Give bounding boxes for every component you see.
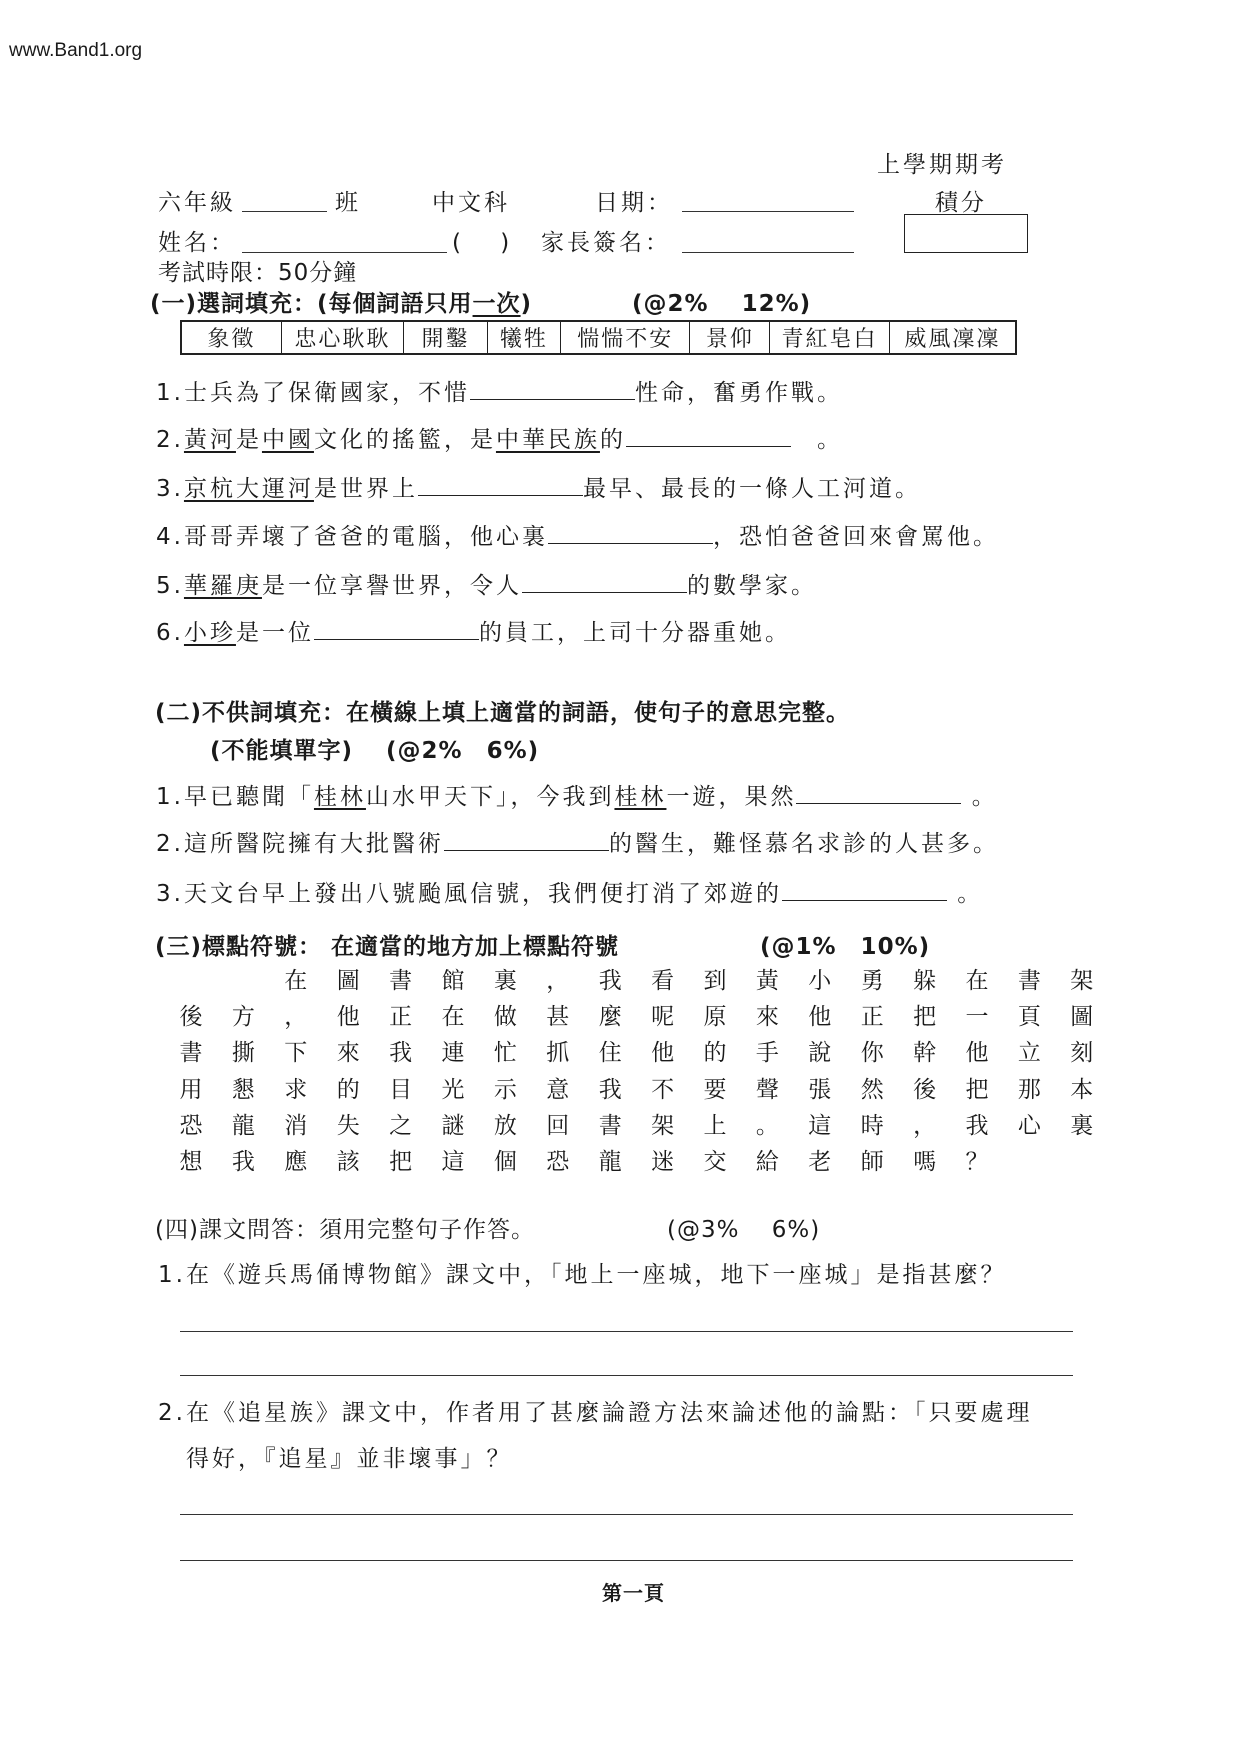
passage-char: 頁 bbox=[1017, 1004, 1041, 1031]
passage-char: 示 bbox=[493, 1076, 517, 1103]
question-text: 5. bbox=[156, 573, 184, 599]
passage-char: 我 bbox=[231, 1149, 255, 1175]
question-5 bbox=[156, 567, 817, 600]
passage-char: 你 bbox=[860, 1040, 884, 1067]
passage-char: 方 bbox=[231, 1004, 255, 1031]
passage-char: 老 bbox=[808, 1149, 832, 1175]
passage-char: 懇 bbox=[231, 1076, 255, 1103]
passage-char: 恐 bbox=[179, 1112, 203, 1139]
passage-char: 心 bbox=[1017, 1112, 1041, 1139]
passage-char: ？ bbox=[965, 1149, 989, 1175]
passage-char: 圖 bbox=[336, 968, 360, 994]
passage-char: 光 bbox=[441, 1076, 465, 1103]
word-bank-item: 犧牲 bbox=[487, 321, 560, 354]
date-label: 日期： bbox=[595, 190, 673, 216]
passage-char: 到 bbox=[703, 968, 727, 994]
passage-char: 龍 bbox=[598, 1149, 622, 1175]
page-number: 第一頁 bbox=[602, 1581, 665, 1605]
answer-blank[interactable] bbox=[314, 617, 479, 640]
passage-char: 裏 bbox=[493, 968, 517, 994]
exam-title: 上學期期考 bbox=[877, 152, 1007, 178]
answer-blank[interactable] bbox=[796, 781, 961, 804]
proper-noun: 桂林 bbox=[313, 784, 366, 810]
question-text: 山水甲天下」，今我到 bbox=[365, 784, 615, 810]
passage-char: 看 bbox=[651, 968, 675, 994]
class-label: 班 bbox=[335, 190, 361, 216]
question-text: 2.這所醫院擁有大批醫術 bbox=[156, 831, 444, 857]
passage-char: 時 bbox=[860, 1112, 884, 1139]
passage-char: 消 bbox=[284, 1112, 308, 1139]
passage-char: 忙 bbox=[493, 1040, 517, 1067]
passage-char: 失 bbox=[336, 1112, 360, 1139]
section4-question-1: 1.在《遊兵馬俑博物館》課文中，「地上一座城，地下一座城」是指甚麼？ bbox=[158, 1262, 1007, 1288]
question-text: 文化的搖籃，是 bbox=[313, 427, 496, 453]
word-bank-item: 開鑿 bbox=[404, 321, 488, 354]
passage-char: 裏 bbox=[1070, 1112, 1094, 1139]
question-text: 性命，奮勇作戰。 bbox=[634, 380, 843, 406]
passage-char: 在 bbox=[441, 1004, 465, 1031]
question-2 bbox=[156, 421, 843, 454]
parent-sign-label: 家長簽名： bbox=[541, 230, 671, 256]
passage-char: 目 bbox=[389, 1076, 413, 1103]
passage-char: 來 bbox=[755, 1004, 779, 1031]
section1-title-end: ) bbox=[520, 291, 533, 317]
proper-noun: 京杭大運河 bbox=[183, 476, 314, 502]
passage-char: 我 bbox=[598, 968, 622, 994]
passage-char: 把 bbox=[913, 1004, 937, 1031]
section4-question-2-line2: 得好，『追星』並非壞事」？ bbox=[186, 1446, 513, 1472]
word-bank-item: 青紅皂白 bbox=[770, 321, 889, 354]
date-blank[interactable] bbox=[682, 211, 854, 212]
passage-char: 張 bbox=[808, 1076, 832, 1103]
proper-noun: 中國 bbox=[261, 427, 314, 453]
question-text: 一遊，果然 bbox=[666, 784, 797, 810]
question-text: 是一位享譽世界，令人 bbox=[261, 573, 522, 599]
passage-char: 上 bbox=[703, 1112, 727, 1139]
question-text: ，恐怕爸爸回來會罵他。 bbox=[712, 524, 999, 550]
question-1 bbox=[156, 374, 843, 407]
word-bank-item: 惴惴不安 bbox=[561, 321, 690, 354]
question-text: 4.哥哥弄壞了爸爸的電腦，他心裏 bbox=[156, 524, 548, 550]
answer-blank[interactable] bbox=[522, 570, 687, 593]
passage-char: 架 bbox=[1070, 968, 1094, 994]
name-blank[interactable] bbox=[242, 252, 447, 253]
passage-char: 意 bbox=[546, 1076, 570, 1103]
time-limit: 考試時限：50分鐘 bbox=[158, 260, 358, 286]
question-text: 。 bbox=[946, 881, 984, 907]
passage-char: 回 bbox=[546, 1112, 570, 1139]
question-text: 。 bbox=[790, 427, 843, 453]
question-text: 2. bbox=[156, 427, 184, 453]
word-bank-item: 景仰 bbox=[690, 321, 770, 354]
passage-char: 書 bbox=[1017, 968, 1041, 994]
passage-char: 我 bbox=[965, 1112, 989, 1139]
passage-char: 恐 bbox=[546, 1149, 570, 1175]
question-text: 1.士兵為了保衛國家，不惜 bbox=[156, 380, 470, 406]
passage-char: 。 bbox=[755, 1112, 779, 1139]
question-1 bbox=[156, 778, 998, 811]
passage-char: 麼 bbox=[598, 1004, 622, 1031]
passage-char: ， bbox=[913, 1112, 937, 1139]
section3-marks: (@1% 10%) bbox=[760, 934, 931, 960]
question-text: 3.天文台早上發出八號颱風信號，我們便打消了郊遊的 bbox=[156, 881, 782, 907]
passage-char: 把 bbox=[389, 1149, 413, 1175]
answer-line[interactable] bbox=[180, 1514, 1073, 1515]
passage-char: 下 bbox=[284, 1040, 308, 1067]
question-2 bbox=[156, 825, 999, 858]
passage-char: 書 bbox=[389, 968, 413, 994]
question-text: 6. bbox=[156, 620, 184, 646]
passage-char: 他 bbox=[808, 1004, 832, 1031]
question-text: 的數學家。 bbox=[686, 573, 817, 599]
class-number-parens: ( ) bbox=[452, 230, 513, 256]
passage-char: 呢 bbox=[651, 1004, 675, 1031]
passage-char: 來 bbox=[336, 1040, 360, 1067]
answer-blank[interactable] bbox=[418, 473, 583, 496]
answer-blank[interactable] bbox=[782, 878, 947, 901]
passage-char: 他 bbox=[336, 1004, 360, 1031]
question-text: 1.早已聽聞「 bbox=[156, 784, 314, 810]
passage-char: 幹 bbox=[913, 1040, 937, 1067]
passage-char: 要 bbox=[703, 1076, 727, 1103]
proper-noun: 黃河 bbox=[183, 427, 236, 453]
passage-char: 書 bbox=[179, 1040, 203, 1067]
question-text: 是 bbox=[235, 427, 262, 453]
passage-char: 館 bbox=[441, 968, 465, 994]
passage-char: 他 bbox=[965, 1040, 989, 1067]
passage-char: 聲 bbox=[755, 1076, 779, 1103]
word-bank-item: 象徵 bbox=[181, 321, 281, 354]
passage-char: 在 bbox=[284, 968, 308, 994]
passage-char: 後 bbox=[913, 1076, 937, 1103]
passage-char: 應 bbox=[284, 1149, 308, 1175]
section1-title-text: (一)選詞填充：(每個詞語只用 bbox=[150, 291, 473, 317]
passage-char: 書 bbox=[598, 1112, 622, 1139]
site-watermark: www.Band1.org bbox=[9, 40, 143, 61]
class-blank[interactable] bbox=[242, 211, 327, 212]
passage-char: 刻 bbox=[1070, 1040, 1094, 1067]
passage-char: 黃 bbox=[755, 968, 779, 994]
question-text: 是世界上 bbox=[313, 476, 418, 502]
passage-char: 迷 bbox=[651, 1149, 675, 1175]
passage-char: 正 bbox=[860, 1004, 884, 1031]
section3-title: (三)標點符號： 在適當的地方加上標點符號 bbox=[155, 934, 620, 960]
question-text: 。 bbox=[961, 784, 998, 810]
question-text: 最早、最長的一條人工河道。 bbox=[582, 476, 921, 502]
passage-char: 撕 bbox=[231, 1040, 255, 1067]
passage-char: 那 bbox=[1017, 1076, 1041, 1103]
section4-title: (四)課文問答：須用完整句子作答。 bbox=[155, 1217, 535, 1243]
proper-noun: 小珍 bbox=[183, 620, 236, 646]
section4-question-2-line1: 2.在《追星族》課文中，作者用了甚麼論證方法來論述他的論點：「只要處理 bbox=[158, 1400, 1033, 1426]
proper-noun: 華羅庚 bbox=[183, 573, 262, 599]
passage-char: 的 bbox=[703, 1040, 727, 1067]
passage-char: 個 bbox=[493, 1149, 517, 1175]
word-bank-item: 忠心耿耿 bbox=[281, 321, 403, 354]
answer-blank[interactable] bbox=[444, 828, 609, 851]
passage-char: 該 bbox=[336, 1149, 360, 1175]
section1-title-underlined: 一次 bbox=[472, 291, 521, 317]
passage-char: 求 bbox=[284, 1076, 308, 1103]
question-3 bbox=[156, 470, 921, 503]
proper-noun: 桂林 bbox=[614, 784, 667, 810]
passage-char: 勇 bbox=[860, 968, 884, 994]
passage-char: 立 bbox=[1017, 1040, 1041, 1067]
answer-line[interactable] bbox=[180, 1375, 1073, 1376]
passage-char: 連 bbox=[441, 1040, 465, 1067]
passage-char: 這 bbox=[441, 1149, 465, 1175]
passage-char: 圖 bbox=[1070, 1004, 1094, 1031]
passage-char: 放 bbox=[493, 1112, 517, 1139]
word-bank-item: 威風凜凜 bbox=[889, 321, 1016, 354]
passage-char: 本 bbox=[1070, 1076, 1094, 1103]
passage-char: 給 bbox=[755, 1149, 779, 1175]
passage-char: 我 bbox=[598, 1076, 622, 1103]
passage-char: 師 bbox=[860, 1149, 884, 1175]
passage-char: 然 bbox=[860, 1076, 884, 1103]
question-text: 的醫生，難怪慕名求診的人甚多。 bbox=[608, 831, 999, 857]
passage-char: 手 bbox=[755, 1040, 779, 1067]
passage-char: 小 bbox=[808, 968, 832, 994]
parent-sign-blank[interactable] bbox=[682, 252, 854, 253]
passage-char: 把 bbox=[965, 1076, 989, 1103]
passage-char: 後 bbox=[179, 1004, 203, 1031]
proper-noun: 中華民族 bbox=[495, 427, 600, 453]
word-bank-table bbox=[180, 320, 1017, 355]
answer-blank[interactable] bbox=[548, 521, 713, 544]
section1-marks: (@2% 12%) bbox=[632, 291, 812, 317]
passage-char: 的 bbox=[336, 1076, 360, 1103]
passage-char: 想 bbox=[179, 1149, 203, 1175]
passage-char: 住 bbox=[598, 1040, 622, 1067]
question-text: 的員工，上司十分器重她。 bbox=[478, 620, 791, 646]
passage-char: 謎 bbox=[441, 1112, 465, 1139]
section2-subtitle: (不能填單字) (@2% 6%) bbox=[210, 738, 540, 764]
passage-char: ， bbox=[284, 1004, 308, 1031]
passage-char: 原 bbox=[703, 1004, 727, 1031]
section4-marks: (@3% 6%) bbox=[667, 1217, 821, 1243]
passage-char: 嗎 bbox=[913, 1149, 937, 1175]
answer-blank[interactable] bbox=[626, 424, 791, 447]
passage-char: 這 bbox=[808, 1112, 832, 1139]
section1-title bbox=[150, 285, 532, 318]
passage-char: 抓 bbox=[546, 1040, 570, 1067]
question-6 bbox=[156, 614, 791, 647]
passage-char: 用 bbox=[179, 1076, 203, 1103]
score-label: 積分 bbox=[935, 190, 987, 216]
passage-char: 不 bbox=[651, 1076, 675, 1103]
passage-char: 躲 bbox=[913, 968, 937, 994]
answer-line[interactable] bbox=[180, 1331, 1073, 1332]
passage-char: 在 bbox=[965, 968, 989, 994]
answer-line[interactable] bbox=[180, 1560, 1073, 1561]
passage-char: 之 bbox=[389, 1112, 413, 1139]
passage-char: 正 bbox=[389, 1004, 413, 1031]
question-4 bbox=[156, 518, 999, 551]
passage-char: ， bbox=[546, 968, 570, 994]
answer-blank[interactable] bbox=[470, 377, 635, 400]
passage-char: 甚 bbox=[546, 1004, 570, 1031]
passage-char: 我 bbox=[389, 1040, 413, 1067]
passage-char: 做 bbox=[493, 1004, 517, 1031]
passage-char: 架 bbox=[651, 1112, 675, 1139]
score-box[interactable] bbox=[904, 214, 1028, 253]
passage-char: 他 bbox=[651, 1040, 675, 1067]
grade-label: 六年級 bbox=[158, 190, 236, 216]
subject-label: 中文科 bbox=[432, 190, 510, 216]
question-text: 的 bbox=[599, 427, 626, 453]
section2-title: (二)不供詞填充：在橫線上填上適當的詞語，使句子的意思完整。 bbox=[155, 700, 851, 726]
question-3 bbox=[156, 875, 983, 908]
name-label: 姓名： bbox=[158, 230, 236, 256]
passage-char: 交 bbox=[703, 1149, 727, 1175]
passage-char: 說 bbox=[808, 1040, 832, 1067]
passage-char: 一 bbox=[965, 1004, 989, 1031]
question-text: 是一位 bbox=[235, 620, 314, 646]
passage-char: 龍 bbox=[231, 1112, 255, 1139]
question-text: 3. bbox=[156, 476, 184, 502]
